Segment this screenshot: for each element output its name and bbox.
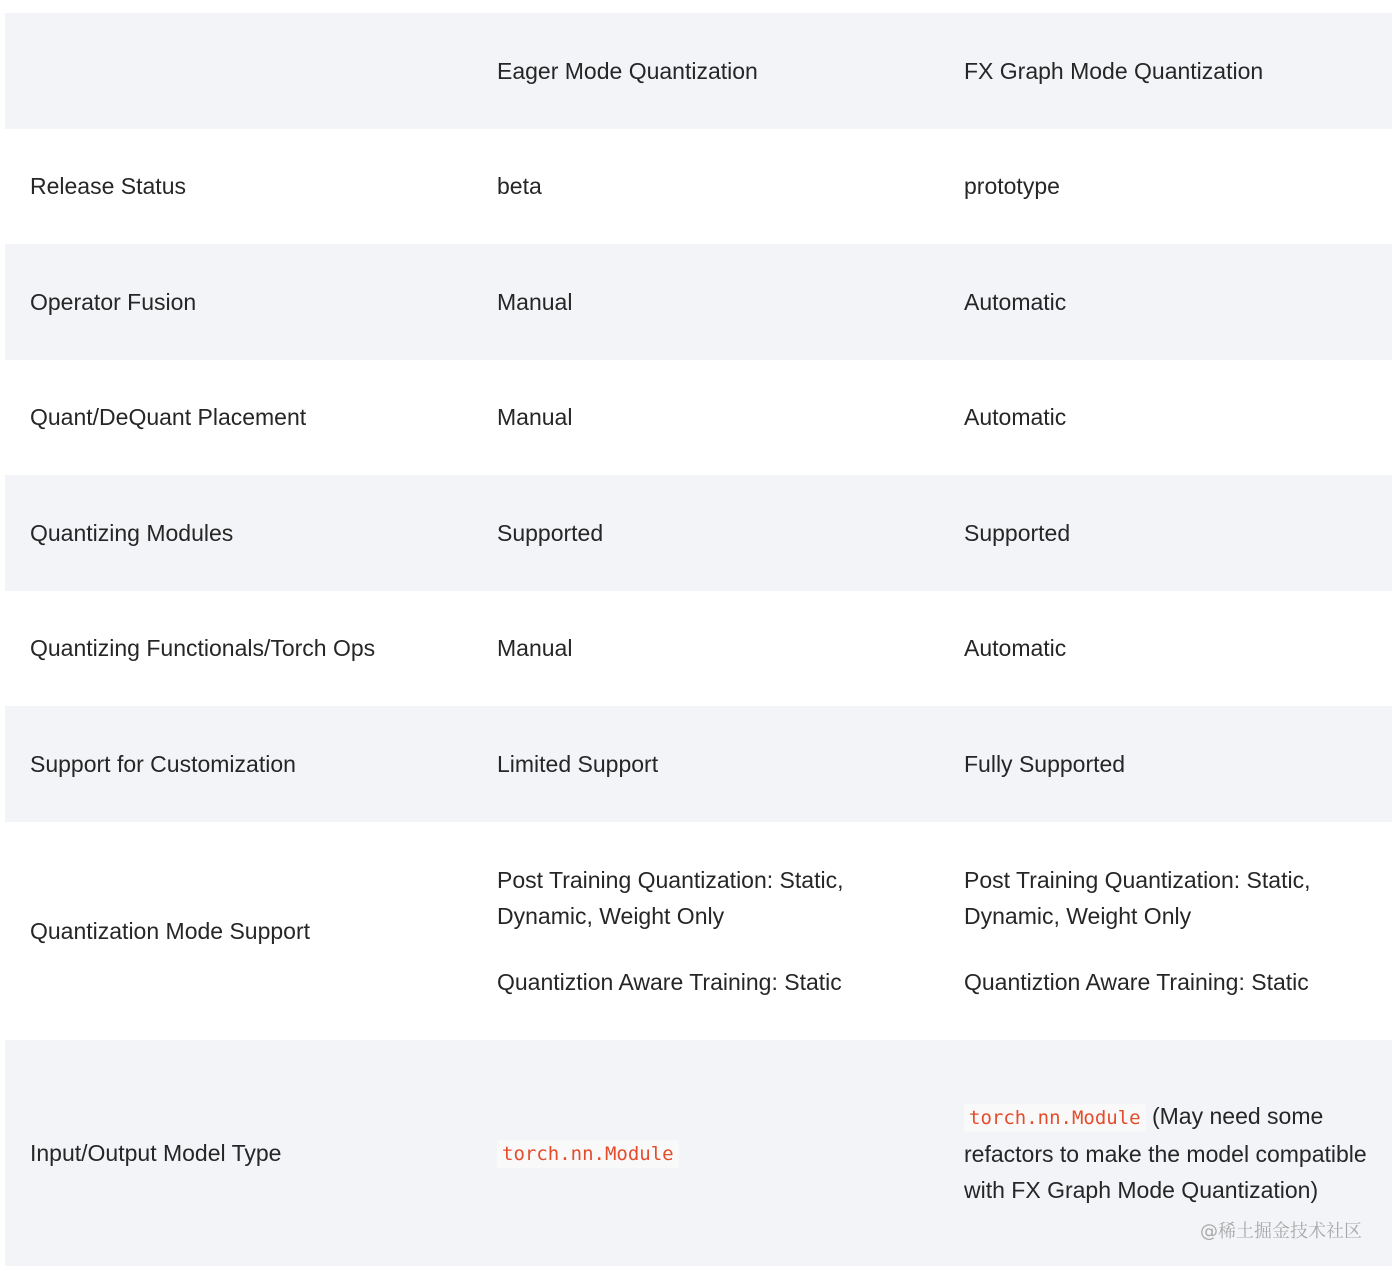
eager-value: Manual: [497, 288, 573, 315]
fx-io-text: [964, 1098, 1392, 1208]
table-row-io-model-type: [5, 1040, 1392, 1266]
table-row: [5, 706, 1392, 822]
eager-value: Manual: [497, 635, 573, 662]
eager-ptq-text: Post Training Quantization: Static, Dynamic, Weight Only: [497, 866, 844, 929]
table-row: [5, 129, 1392, 245]
comparison-table-container: [5, 13, 1392, 1266]
fx-code-module: torch.nn.Module: [964, 1104, 1146, 1132]
row-label: Quantizing Modules: [30, 519, 234, 546]
row-label: Quant/DeQuant Placement: [30, 404, 307, 431]
eager-io-cell: [472, 1040, 939, 1266]
row-label: Quantizing Functionals/Torch Ops: [30, 635, 376, 662]
eager-qat-text: Quantiztion Aware Training: Static: [497, 968, 842, 995]
header-eager-mode: Eager Mode Quantization: [497, 57, 758, 84]
eager-value: Limited Support: [497, 750, 659, 777]
table-row: [5, 475, 1392, 591]
row-label: Support for Customization: [30, 750, 296, 777]
row-label: Quantization Mode Support: [30, 917, 311, 944]
eager-value: Manual: [497, 404, 573, 431]
row-label: Input/Output Model Type: [30, 1139, 282, 1166]
header-fx-graph-mode: FX Graph Mode Quantization: [964, 57, 1264, 84]
fx-io-note: (May need some refactors to make the model compatible with FX Graph Mode Quantization): [964, 1102, 1367, 1203]
eager-code-module: torch.nn.Module: [497, 1140, 679, 1168]
fx-value: prototype: [964, 173, 1060, 200]
fx-value: Automatic: [964, 404, 1067, 431]
watermark-text: @稀土掘金技术社区: [1200, 1221, 1362, 1242]
table-row-quantization-mode: [5, 822, 1392, 1040]
fx-mode-support-cell: [939, 822, 1392, 1040]
header-empty-cell: [5, 13, 472, 129]
fx-ptq-text: Post Training Quantization: Static, Dynamic, Weight Only: [964, 866, 1311, 929]
eager-value: beta: [497, 173, 542, 200]
table-row: [5, 244, 1392, 360]
table-row: [5, 360, 1392, 476]
table-row: [5, 591, 1392, 707]
row-label: Operator Fusion: [30, 288, 197, 315]
fx-value: Fully Supported: [964, 750, 1126, 777]
table-header-row: [5, 13, 1392, 129]
row-label: Release Status: [30, 173, 186, 200]
eager-value: Supported: [497, 519, 604, 546]
fx-value: Automatic: [964, 288, 1067, 315]
eager-mode-support-cell: [472, 822, 939, 1040]
fx-value: Supported: [964, 519, 1071, 546]
fx-qat-text: Quantiztion Aware Training: Static: [964, 968, 1309, 995]
quantization-comparison-table: [5, 13, 1392, 1266]
fx-value: Automatic: [964, 635, 1067, 662]
